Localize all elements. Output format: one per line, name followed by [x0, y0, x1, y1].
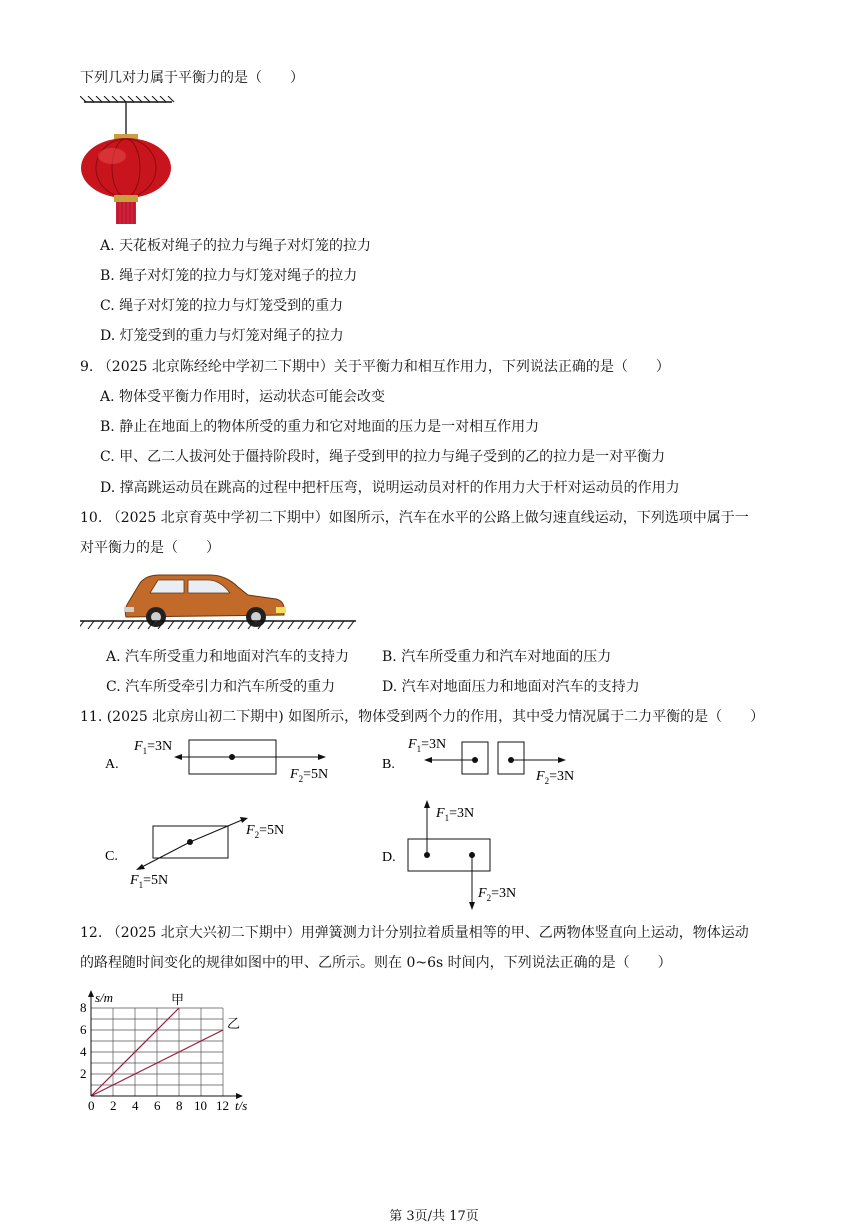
q12-stem-line1: 12. （2025 北京大兴初二下期中）用弹簧测力计分别拉着质量相等的甲、乙两物体竖直向上运动，物体运动: [80, 925, 749, 941]
svg-text:F2=5N: $F_2=5N$: [246, 823, 285, 840]
q10-stem-line2: 对平衡力的是（ ）: [80, 540, 220, 556]
car-figure: [80, 565, 360, 641]
q11-d-f2-value: =3N: [491, 886, 517, 901]
q11-a-f1-symbol: F: [134, 739, 143, 754]
x-tick-label: 4: [132, 1098, 139, 1113]
x-axis-label: t/s: [235, 1098, 248, 1113]
x-tick-label: 0: [88, 1098, 95, 1113]
q10-option-a[interactable]: A. 汽车所受重力和地面对汽车的支持力: [106, 649, 350, 665]
q10-option-b[interactable]: B. 汽车所受重力和汽车对地面的压力: [382, 649, 612, 665]
q8-option-d[interactable]: D. 灯笼受到的重力与灯笼对绳子的拉力: [100, 328, 344, 344]
q11-diagram-c[interactable]: [100, 812, 350, 896]
q11-a-f1-value: =3N: [147, 739, 173, 754]
q11-diagram-b[interactable]: [380, 732, 630, 794]
q9-option-a[interactable]: A. 物体受平衡力作用时，运动状态可能会改变: [100, 389, 386, 405]
q11-d-label: D.: [382, 850, 396, 865]
svg-text:F1=3N: $F_1=3N$: [408, 737, 447, 754]
q11-b-f1-value: =3N: [421, 737, 447, 752]
lantern-figure: [80, 96, 180, 232]
svg-text:F1=3N: $F_1=3N$: [134, 739, 173, 756]
y-tick-label: 6: [80, 1022, 87, 1037]
q10-stem-line1: 10. （2025 北京育英中学初二下期中）如图所示，汽车在水平的公路上做匀速直线运动，下列选项中属于一: [80, 510, 749, 526]
q10-option-c[interactable]: C. 汽车所受牵引力和汽车所受的重力: [106, 679, 336, 695]
svg-text:F2=3N: $F_2=3N$: [478, 886, 517, 903]
st-chart-svg: [76, 980, 276, 1120]
q9-option-b[interactable]: B. 静止在地面上的物体所受的重力和它对地面的压力是一对相互作用力: [100, 419, 540, 435]
q11-b-label: B.: [382, 757, 395, 772]
q8-stem: 下列几对力属于平衡力的是（ ）: [80, 70, 304, 86]
q8-option-c[interactable]: C. 绳子对灯笼的拉力与灯笼受到的重力: [100, 298, 344, 314]
q11-a-f2-symbol: F: [290, 767, 299, 782]
q11-b-f2-value: =3N: [549, 769, 575, 784]
q11-c-f2-symbol: F: [246, 823, 255, 838]
q10-option-d[interactable]: D. 汽车对地面压力和地面对汽车的支持力: [382, 679, 640, 695]
q12-stem-line2: 的路程随时间变化的规律如图中的甲、乙所示。则在 0~6s 时间内，下列说法正确的是（ ）: [80, 955, 672, 971]
q11-diagram-a[interactable]: [100, 732, 350, 794]
q8-option-a[interactable]: A. 天花板对绳子的拉力与绳子对灯笼的拉力: [100, 238, 372, 254]
x-tick-label: 12: [216, 1098, 229, 1113]
svg-text:F1=3N: $F_1=3N$: [436, 806, 475, 823]
svg-text:F2=3N: $F_2=3N$: [536, 769, 575, 786]
q11-b-f2-symbol: F: [536, 769, 545, 784]
q11-c-f1-symbol: F: [130, 873, 139, 888]
q11-c-label: C.: [105, 849, 118, 864]
q11-stem: 11. (2025 北京房山初二下期中) 如图所示，物体受到两个力的作用，其中受力情况属于二力平衡的是（ ）: [80, 709, 765, 725]
x-tick-label: 6: [154, 1098, 161, 1113]
y-tick-label: 8: [80, 1000, 87, 1015]
page-footer: 第 3页/共 17页: [389, 1209, 479, 1224]
q11-c-f2-value: =5N: [259, 823, 285, 838]
q11-d-f1-symbol: F: [436, 806, 445, 821]
svg-text:F1=5N: $F_1=5N$: [130, 873, 169, 890]
y-tick-label: 4: [80, 1044, 87, 1059]
st-chart: [76, 980, 276, 1124]
x-tick-label: 2: [110, 1098, 117, 1113]
q9-stem: 9. （2025 北京陈经纶中学初二下期中）关于平衡力和相互作用力，下列说法正确的是（ ）: [80, 359, 670, 375]
y-axis-arrow: [88, 990, 94, 997]
q11-b-f1-symbol: F: [408, 737, 417, 752]
x-tick-label: 8: [176, 1098, 183, 1113]
q11-diagram-d[interactable]: [380, 797, 630, 919]
q8-option-b[interactable]: B. 绳子对灯笼的拉力与灯笼对绳子的拉力: [100, 268, 358, 284]
y-tick-label: 2: [80, 1066, 87, 1081]
q11-a-label: A.: [105, 757, 119, 772]
svg-text:F2=5N: $F_2=5N$: [290, 767, 329, 784]
q9-option-d[interactable]: D. 撑高跳运动员在跳高的过程中把杆压弯，说明运动员对杆的作用力大于杆对运动员的作用力: [100, 480, 680, 496]
q11-d-f1-value: =3N: [449, 806, 475, 821]
x-tick-label: 10: [194, 1098, 207, 1113]
q9-option-c[interactable]: C. 甲、乙二人拔河处于僵持阶段时，绳子受到甲的拉力与绳子受到的乙的拉力是一对平衡力: [100, 449, 666, 465]
series-label-jia: 甲: [171, 992, 185, 1007]
q11-a-f2-value: =5N: [303, 767, 329, 782]
q11-c-f1-value: =5N: [143, 873, 169, 888]
q11-d-f2-symbol: F: [478, 886, 487, 901]
series-label-yi: 乙: [227, 1016, 241, 1031]
y-axis-label: s/m: [95, 990, 114, 1005]
